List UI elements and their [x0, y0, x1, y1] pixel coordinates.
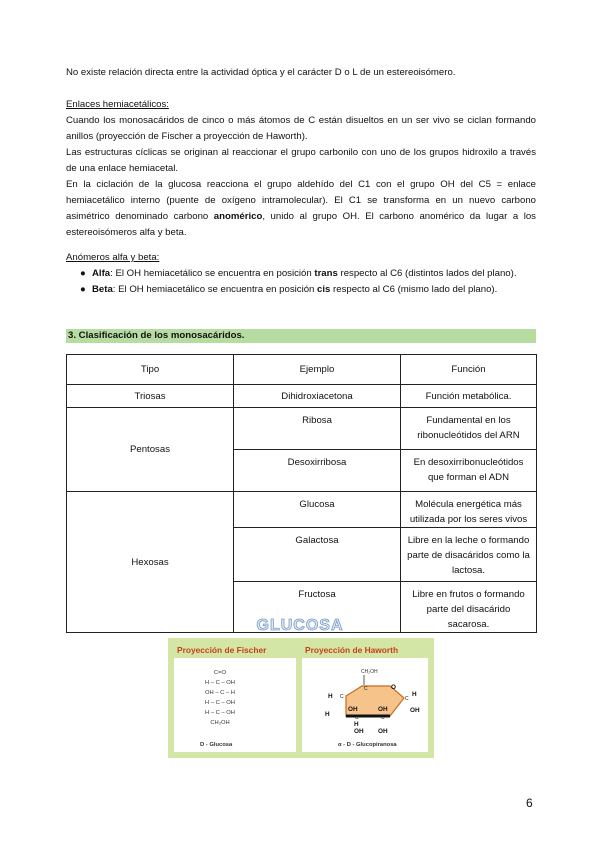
cell-funcion: Fundamental en los ribonucleótidos del ARN	[401, 408, 537, 450]
glucose-figure	[168, 638, 434, 758]
anomeros-list	[66, 266, 538, 298]
cell-funcion: Libre en frutos o formando parte del disacárido sacarosa.	[401, 582, 537, 633]
cell-tipo: Hexosas	[67, 492, 234, 633]
cell-ejemplo: Glucosa	[234, 492, 401, 528]
haworth-label-oh1: OH	[410, 707, 420, 714]
header-funcion: Función	[401, 355, 537, 385]
cell-funcion: Función metabólica.	[401, 385, 537, 408]
cell-funcion: Libre en la leche o formando parte de disacáridos como la lactosa.	[401, 528, 537, 582]
fischer-row-5: H – C – OH	[205, 710, 235, 716]
haworth-label-h4b: H	[325, 711, 330, 718]
list-item-beta: ● Beta: El OH hemiacetálico se encuentra en posición cis respecto al C6 (mismo lado del plano).	[80, 284, 498, 295]
haworth-title: Proyección de Haworth	[305, 645, 399, 655]
enlaces-paragraph-2: Las estructuras cíclicas se originan al reaccionar el grupo carbonilo con uno de los grupos hidroxilo a través de una enlace hemiacetal.	[66, 147, 536, 174]
cell-ejemplo: Ribosa	[234, 408, 401, 450]
haworth-label-c3: C	[355, 715, 359, 721]
cell-ejemplo: Galactosa	[234, 528, 401, 582]
list-item-alfa: ● Alfa: El OH hemiacetálico se encuentra en posición trans respecto al C6 (distintos lados del plano).	[80, 268, 517, 279]
cell-funcion: En desoxirribonucleótidos que forman el ADN	[401, 450, 537, 492]
fischer-row-1: C=O	[213, 670, 227, 676]
haworth-label-oh2b: OH	[378, 728, 388, 735]
glucose-figure-svg	[168, 638, 434, 758]
fischer-panel	[174, 658, 296, 752]
haworth-label-h1: H	[412, 691, 417, 698]
haworth-label-ring-oxygen: O	[391, 684, 396, 691]
fischer-caption: D - Glucosa	[200, 742, 233, 748]
enlaces-paragraph-1: Cuando los monosacáridos de cinco o más átomos de C están disueltos en un ser vivo se ciclan formando anillos (proyección de Fischer a proyección de Haworth).	[66, 115, 536, 142]
haworth-label-h4: H	[328, 693, 333, 700]
cell-tipo: Pentosas	[67, 408, 234, 492]
haworth-label-oh3: OH	[354, 728, 364, 735]
page-number: 6	[526, 796, 533, 810]
section-title: 3. Clasificación de los monosacáridos.	[66, 329, 536, 343]
intro-line: No existe relación directa entre la actividad óptica y el carácter D o L de un estereoisómero.	[66, 67, 456, 78]
figure-title-text: GLUCOSA	[256, 617, 344, 634]
haworth-label-oh2: OH	[378, 706, 388, 713]
table-row	[67, 492, 537, 528]
haworth-label-c1: C	[405, 696, 409, 702]
fischer-title: Proyección de Fischer	[177, 645, 267, 655]
cell-ejemplo: Dihidroxiacetona	[234, 385, 401, 408]
haworth-label-c4: C	[340, 694, 344, 700]
table-row	[67, 385, 537, 408]
haworth-label-h3: H	[354, 721, 359, 728]
haworth-caption: α - D - Glucopiranosa	[338, 742, 397, 748]
haworth-label-c5: C	[364, 686, 368, 692]
fischer-row-4: H – C – OH	[205, 700, 235, 706]
enlaces-heading: Enlaces hemiacetálicos:	[66, 99, 169, 110]
fischer-row-6: CH₂OH	[210, 720, 230, 726]
fischer-row-2: H – C – OH	[205, 680, 235, 686]
figure-title	[250, 614, 350, 636]
table-header-row	[67, 355, 537, 385]
enlaces-paragraph-3: En la ciclación de la glucosa reacciona el grupo aldehído del C1 con el grupo OH del C5 = enlace hemiacetálico interno (puente de oxígeno intramolecular). El C1 se transforma en un nuevo carbono asimétrico denominado carbono anomérico, unido al grupo OH. El carbono anomérico da lugar a los estereoisómeros alfa y beta.	[66, 179, 536, 238]
haworth-top-group: CH₂OH	[361, 669, 378, 675]
header-tipo: Tipo	[67, 355, 234, 385]
cell-ejemplo: Fructosa	[234, 582, 401, 633]
cell-tipo: Triosas	[67, 385, 234, 408]
fischer-row-3: OH – C – H	[205, 690, 235, 696]
haworth-label-oh4: OH	[348, 706, 358, 713]
anomeros-heading: Anómeros alfa y beta:	[66, 252, 160, 263]
header-ejemplo: Ejemplo	[234, 355, 401, 385]
cell-ejemplo: Desoxirribosa	[234, 450, 401, 492]
table-row	[67, 408, 537, 450]
cell-funcion: Molécula energética más utilizada por los seres vivos	[401, 492, 537, 528]
monosaccharide-table	[66, 354, 537, 633]
haworth-label-c2: C	[381, 715, 385, 721]
